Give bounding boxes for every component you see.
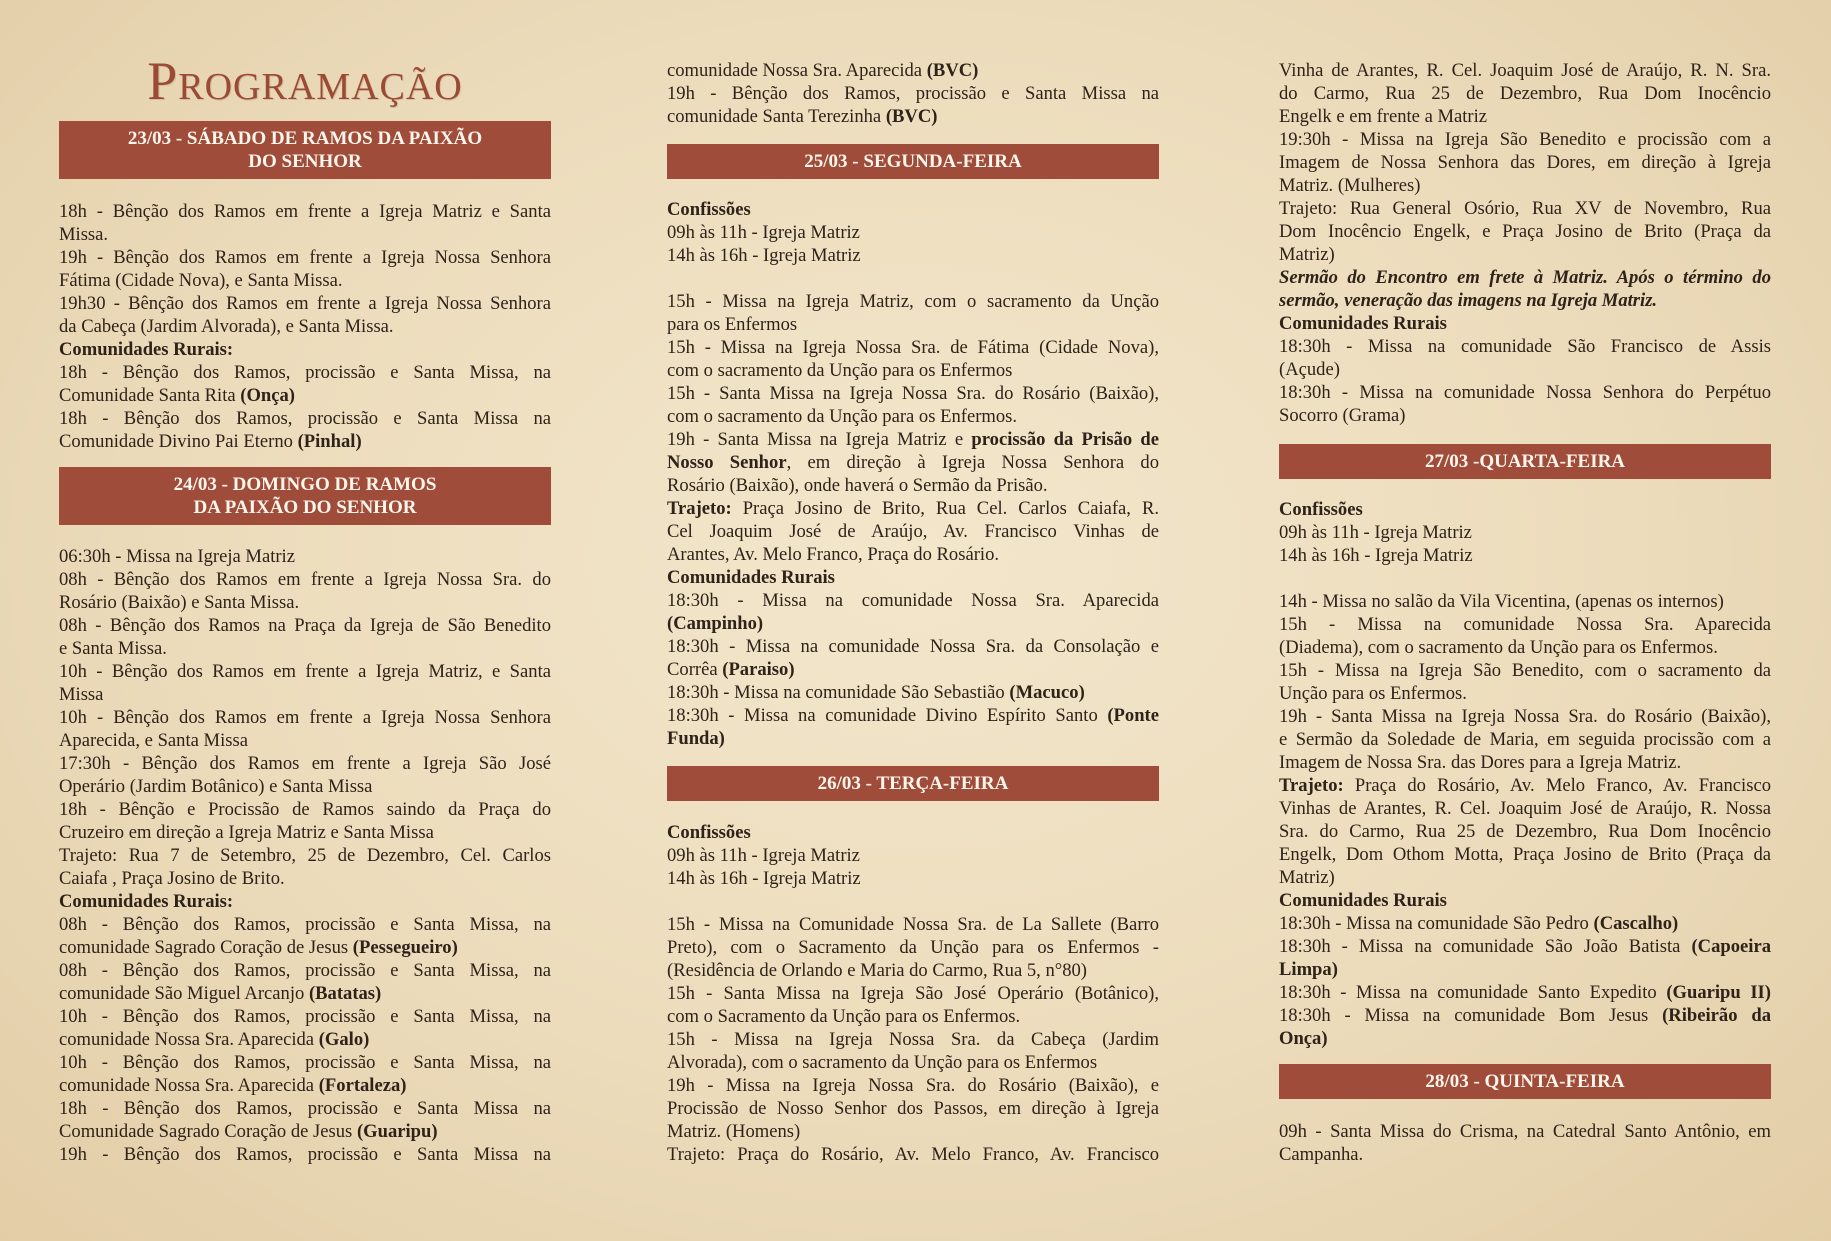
text-line-content: 08h - Bênção dos Ramos, procissão e Santa Missa, na [59, 960, 551, 981]
text-line [1279, 981, 1771, 1004]
text-line [667, 821, 1159, 844]
text-line [59, 361, 551, 384]
text-line-content: Matriz) [1279, 244, 1335, 265]
section-body-24-03 [59, 545, 551, 1166]
text-line-content: (Diadema), com o sacramento da Unção para os Enfermos. [1279, 637, 1718, 658]
bold-segment: (Macuco) [1009, 682, 1085, 703]
text-segment: , em direção à Igreja Nossa Senhora do [786, 452, 1159, 473]
text-line [1279, 1143, 1771, 1166]
text-line [59, 1120, 551, 1143]
text-line [59, 545, 551, 568]
text-line-content: 19:30h - Missa na Igreja São Benedito e procissão com a [1279, 129, 1771, 150]
text-line-content: 15h - Missa na Igreja Matriz, com o sacramento da Unção [667, 291, 1159, 312]
text-line [1279, 404, 1771, 427]
text-line [1279, 682, 1771, 705]
text-line [1279, 728, 1771, 751]
text-line-content: 09h às 11h - Igreja Matriz [1279, 522, 1472, 543]
text-segment: 18:30h - Missa na comunidade Santo Expedito [1279, 982, 1667, 1003]
section-body-26-03 [667, 821, 1159, 1166]
text-line-content: Preto), com o Sacramento da Unção para os Enfermos - [667, 937, 1159, 958]
text-line [667, 890, 1159, 913]
text-line [1279, 544, 1771, 567]
text-line [667, 198, 1159, 221]
text-line-content: 19h - Bênção dos Ramos, procissão e Santa Missa na [59, 1144, 551, 1165]
text-line-content: Operário (Jardim Botânico) e Santa Missa [59, 776, 373, 797]
bold-segment: Trajeto: [1279, 775, 1344, 796]
section-body-24-03-cont [667, 59, 1159, 128]
section-header-line: 25/03 - SEGUNDA-FEIRA [804, 151, 1022, 172]
text-line [59, 1143, 551, 1166]
text-line [59, 591, 551, 614]
section-header-line: 26/03 - TERÇA-FEIRA [817, 773, 1009, 794]
text-line [1279, 174, 1771, 197]
text-line-content: 18h - Bênção dos Ramos, procissão e Santa Missa, na [59, 362, 551, 383]
text-line [1279, 797, 1771, 820]
text-line-content: Confissões [667, 199, 751, 220]
text-line-content: com o sacramento da Unção para os Enfermos [667, 360, 1013, 381]
section-body-27-03 [1279, 498, 1771, 1050]
text-line [667, 612, 1159, 635]
section-header-25-03 [667, 144, 1159, 179]
text-line-content: Cruzeiro em direção a Igreja Matriz e Santa Missa [59, 822, 434, 843]
text-line-content: Trajeto: Praça do Rosário, Av. Melo Franco, Av. Francisco [667, 1144, 1159, 1165]
bold-segment: (Onça) [240, 385, 296, 406]
section-body-25-03 [667, 198, 1159, 750]
text-line-content: 09h às 11h - Igreja Matriz [667, 845, 860, 866]
section-header-line: 27/03 -QUARTA-FEIRA [1424, 451, 1626, 472]
text-line-content: Caiafa , Praça Josino de Brito. [59, 868, 285, 889]
text-line [1279, 889, 1771, 912]
text-segment: Corrêa [667, 659, 723, 680]
text-segment: comunidade São Miguel Arcanjo [59, 983, 309, 1004]
text-line [1279, 659, 1771, 682]
text-line [667, 105, 1159, 128]
text-line-content: Engelk e em frente a Matriz [1279, 106, 1488, 127]
text-line [1279, 774, 1771, 797]
text-line-content: 14h às 16h - Igreja Matriz [667, 245, 861, 266]
text-line-content: Socorro (Grama) [1279, 405, 1406, 426]
text-line-content: 10h - Bênção dos Ramos, procissão e Santa Missa, na [59, 1052, 551, 1073]
text-line [1279, 289, 1771, 312]
text-line [1279, 1120, 1771, 1143]
text-line [59, 269, 551, 292]
section-header-line: DA PAIXÃO DO SENHOR [193, 497, 417, 518]
text-line [1279, 312, 1771, 335]
text-line [1279, 335, 1771, 358]
text-line [667, 82, 1159, 105]
text-line [1279, 843, 1771, 866]
text-line-content: 18h - Bênção dos Ramos, procissão e Santa Missa na [59, 408, 551, 429]
text-line-content: 18:30h - Missa na comunidade Nossa Sra. Aparecida [667, 590, 1159, 611]
text-line [59, 706, 551, 729]
text-line-content: sermão, veneração das imagens na Igreja Matriz. [1279, 290, 1658, 311]
text-line [59, 775, 551, 798]
text-line [667, 936, 1159, 959]
text-line-content: do Carmo, Rua 25 de Dezembro, Rua Dom Inocêncio [1279, 83, 1771, 104]
section-header-28-03 [1279, 1064, 1771, 1099]
text-line [59, 798, 551, 821]
text-line-content: Comunidades Rurais [667, 567, 835, 588]
text-line [667, 543, 1159, 566]
text-line [1279, 912, 1771, 935]
bold-segment: Nosso Senhor [667, 452, 787, 473]
text-line-content: 19h - Missa na Igreja Nossa Sra. do Rosário (Baixão), e [667, 1075, 1159, 1096]
bold-segment: (Ribeirão da [1662, 1005, 1771, 1026]
section-body-28-03 [1279, 1120, 1771, 1166]
section-header-23-03 [59, 121, 551, 179]
bold-segment: (Capoeira [1691, 936, 1771, 957]
text-line [1279, 59, 1771, 82]
text-line-content: Comunidades Rurais [1279, 890, 1447, 911]
text-line [1279, 705, 1771, 728]
text-line [667, 336, 1159, 359]
text-line-content: 08h - Bênção dos Ramos na Praça da Igreja de São Benedito [59, 615, 551, 636]
text-line [667, 290, 1159, 313]
text-line-content: Limpa) [1279, 959, 1338, 980]
text-line-content: Aparecida, e Santa Missa [59, 730, 248, 751]
text-line [59, 890, 551, 913]
bold-segment: (Cascalho) [1593, 913, 1679, 934]
text-line-content: Comunidades Rurais: [59, 891, 234, 912]
bold-segment: (Guaripu II) [1666, 982, 1771, 1003]
bold-segment: (Galo) [318, 1029, 370, 1050]
text-line [1279, 243, 1771, 266]
text-segment: 19h - Santa Missa na Igreja Matriz e [667, 429, 972, 450]
text-line-content: com o sacramento da Unção para os Enfermos. [667, 406, 1018, 427]
text-line [1279, 358, 1771, 381]
text-line [1279, 82, 1771, 105]
text-line [667, 497, 1159, 520]
section-header-26-03 [667, 766, 1159, 801]
text-segment: 18:30h - Missa na comunidade São Sebastião [667, 682, 1010, 703]
text-line-content: 10h - Bênção dos Ramos em frente a Igreja Matriz, e Santa [59, 661, 551, 682]
text-line [667, 359, 1159, 382]
text-line-content: e Santa Missa. [59, 638, 167, 659]
text-line [667, 1120, 1159, 1143]
text-line [667, 704, 1159, 727]
text-line [1279, 567, 1771, 590]
text-line [59, 384, 551, 407]
text-line [667, 867, 1159, 890]
text-line [667, 313, 1159, 336]
text-line-content: 19h - Bênção dos Ramos em frente a Igreja Nossa Senhora [59, 247, 551, 268]
page-title: Programação [147, 51, 463, 111]
text-line [59, 1074, 551, 1097]
text-line [59, 200, 551, 223]
text-line [59, 729, 551, 752]
text-line-content: Sra. do Carmo, Rua 25 de Dezembro, Rua Dom Inocêncio [1279, 821, 1771, 842]
text-line [667, 1051, 1159, 1074]
text-line [1279, 266, 1771, 289]
text-line [667, 428, 1159, 451]
text-line [1279, 220, 1771, 243]
text-segment: Comunidade Santa Rita [59, 385, 241, 406]
bold-segment: (Paraiso) [722, 659, 795, 680]
text-line-content: Matriz. (Homens) [667, 1121, 801, 1142]
text-line-content: 19h - Santa Missa na Igreja Nossa Sra. do Rosário (Baixão), [1279, 706, 1771, 727]
text-line-content: Dom Inocêncio Engelk, e Praça Josino de Brito (Praça da [1279, 221, 1771, 242]
text-line [667, 267, 1159, 290]
text-line-content: Campanha. [1279, 1144, 1364, 1165]
text-line [667, 59, 1159, 82]
text-line-content: Trajeto: Rua General Osório, Rua XV de Novembro, Rua [1279, 198, 1771, 219]
text-line [667, 727, 1159, 750]
text-line [667, 244, 1159, 267]
text-line [1279, 105, 1771, 128]
text-line [1279, 820, 1771, 843]
text-line [59, 982, 551, 1005]
section-header-24-03 [59, 467, 551, 525]
text-line [667, 658, 1159, 681]
text-line-content: para os Enfermos [667, 314, 798, 335]
text-line-content: 10h - Bênção dos Ramos em frente a Igreja Nossa Senhora [59, 707, 551, 728]
bold-segment: procissão da Prisão de [971, 429, 1159, 450]
text-line-content: Fátima (Cidade Nova), e Santa Missa. [59, 270, 343, 291]
text-line [667, 982, 1159, 1005]
text-line-content: 18:30h - Missa na comunidade São Francisco de Assis [1279, 336, 1771, 357]
text-line-content: 18h - Bênção e Procissão de Ramos saindo da Praça do [59, 799, 551, 820]
text-line [59, 1097, 551, 1120]
text-line [667, 589, 1159, 612]
section-body-26-03-cont [1279, 59, 1771, 427]
text-segment: Praça Josino de Brito, Rua Cel. Carlos Caiafa, R. [731, 498, 1159, 519]
text-segment: 18:30h - Missa na comunidade São João Batista [1279, 936, 1692, 957]
text-line [59, 844, 551, 867]
text-line-content: Vinhas de Arantes, R. Cel. Joaquim José de Araújo, R. Nossa [1279, 798, 1771, 819]
text-line [59, 338, 551, 361]
text-line [667, 474, 1159, 497]
text-line-content: Sermão do Encontro em frete à Matriz. Após o término do [1279, 267, 1771, 288]
text-line [1279, 751, 1771, 774]
text-line-content: 14h - Missa no salão da Vila Vicentina, (apenas os internos) [1279, 591, 1724, 612]
text-line [1279, 151, 1771, 174]
text-line [1279, 866, 1771, 889]
text-line [667, 566, 1159, 589]
text-line [59, 660, 551, 683]
text-line-content: 15h - Missa na Igreja São Benedito, com o sacramento da [1279, 660, 1771, 681]
text-line [59, 867, 551, 890]
text-line-content: e Sermão da Soledade de Maria, em seguida procissão com a [1279, 729, 1771, 750]
bold-segment: Trajeto: [667, 498, 732, 519]
text-line [59, 1005, 551, 1028]
text-line-content: Procissão de Nosso Senhor dos Passos, em direção à Igreja [667, 1098, 1159, 1119]
text-line-content: 08h - Bênção dos Ramos em frente a Igreja Nossa Sra. do [59, 569, 551, 590]
bold-segment: (BVC) [926, 60, 979, 81]
text-line [1279, 636, 1771, 659]
text-line-content: 15h - Missa na Igreja Nossa Sra. de Fátima (Cidade Nova), [667, 337, 1159, 358]
text-line [667, 844, 1159, 867]
text-line [1279, 1027, 1771, 1050]
text-segment: Praça do Rosário, Av. Melo Franco, Av. Francisco [1343, 775, 1771, 796]
text-line [667, 1097, 1159, 1120]
text-line-content: da Cabeça (Jardim Alvorada), e Santa Missa. [59, 316, 394, 337]
text-line [1279, 197, 1771, 220]
text-line-content: 15h - Missa na comunidade Nossa Sra. Aparecida [1279, 614, 1771, 635]
text-line-content: 15h - Santa Missa na Igreja Nossa Sra. do Rosário (Baixão), [667, 383, 1159, 404]
text-segment: comunidade Nossa Sra. Aparecida [59, 1075, 319, 1096]
bold-segment: (Guaripu) [356, 1121, 438, 1142]
text-line [59, 683, 551, 706]
section-header-line: DO SENHOR [248, 151, 362, 172]
text-line [1279, 498, 1771, 521]
bold-segment: (Ponte [1107, 705, 1159, 726]
text-line [59, 223, 551, 246]
text-line [59, 936, 551, 959]
text-segment: Comunidade Sagrado Coração de Jesus [59, 1121, 357, 1142]
text-line [1279, 590, 1771, 613]
text-segment: comunidade Santa Terezinha [667, 106, 886, 127]
text-line [1279, 521, 1771, 544]
bold-segment: (Fortaleza) [318, 1075, 407, 1096]
text-line-content: Imagem de Nossa Sra. das Dores para a Igreja Matriz. [1279, 752, 1682, 773]
text-line-content: 14h às 16h - Igreja Matriz [667, 868, 861, 889]
text-line-content: 09h às 11h - Igreja Matriz [667, 222, 860, 243]
text-segment: 18:30h - Missa na comunidade São Pedro [1279, 913, 1594, 934]
text-line [59, 407, 551, 430]
section-header-line: 28/03 - QUINTA-FEIRA [1425, 1071, 1625, 1092]
text-line-content: Funda) [667, 728, 725, 749]
text-line [667, 635, 1159, 658]
text-line-content: Matriz. (Mulheres) [1279, 175, 1421, 196]
text-line [59, 430, 551, 453]
text-line [667, 1074, 1159, 1097]
text-line-content: Rosário (Baixão) e Santa Missa. [59, 592, 300, 613]
text-line-content: 14h às 16h - Igreja Matriz [1279, 545, 1473, 566]
text-line [59, 752, 551, 775]
text-line-content: Cel Joaquim José de Araújo, Av. Francisco Vinhas de [667, 521, 1159, 542]
text-line [667, 221, 1159, 244]
text-line [1279, 958, 1771, 981]
section-header-line: 24/03 - DOMINGO DE RAMOS [173, 474, 437, 495]
text-line [667, 1143, 1159, 1166]
text-line-content: com o Sacramento da Unção para os Enfermos. [667, 1006, 1021, 1027]
text-line [667, 451, 1159, 474]
text-line [59, 821, 551, 844]
text-line-content: Confissões [1279, 499, 1363, 520]
section-header-line: 23/03 - SÁBADO DE RAMOS DA PAIXÃO [127, 128, 483, 149]
text-line [59, 1028, 551, 1051]
text-line [667, 382, 1159, 405]
text-line-content: Confissões [667, 822, 751, 843]
section-body-23-03 [59, 200, 551, 453]
text-line-content: 15h - Santa Missa na Igreja São José Operário (Botânico), [667, 983, 1159, 1004]
text-line-content: Vinha de Arantes, R. Cel. Joaquim José de Araújo, R. N. Sra. [1279, 60, 1771, 81]
bold-segment: (Pinhal) [297, 431, 362, 452]
text-line [59, 292, 551, 315]
bold-segment: (Batatas) [308, 983, 382, 1004]
text-line [667, 681, 1159, 704]
text-line-content: Rosário (Baixão), onde haverá o Sermão da Prisão. [667, 475, 1048, 496]
text-line [59, 568, 551, 591]
text-segment: comunidade Nossa Sra. Aparecida [59, 1029, 319, 1050]
text-line-content: Matriz) [1279, 867, 1335, 888]
text-line-content: Comunidades Rurais [1279, 313, 1447, 334]
bold-segment: (BVC) [885, 106, 938, 127]
text-line [1279, 381, 1771, 404]
text-line [667, 520, 1159, 543]
text-line-content: 08h - Bênção dos Ramos, procissão e Santa Missa, na [59, 914, 551, 935]
text-line [59, 637, 551, 660]
text-line [1279, 128, 1771, 151]
text-line [1279, 1004, 1771, 1027]
text-line [59, 959, 551, 982]
text-line [59, 1051, 551, 1074]
text-line-content: 09h - Santa Missa do Crisma, na Catedral Santo Antônio, em [1279, 1121, 1771, 1142]
text-line-content: Missa [59, 684, 104, 705]
text-line-content: Missa. [59, 224, 109, 245]
text-segment: Comunidade Divino Pai Eterno [59, 431, 298, 452]
text-line-content: 18h - Bênção dos Ramos em frente a Igreja Matriz e Santa [59, 201, 551, 222]
text-line-content: Onça) [1279, 1028, 1328, 1049]
text-line [59, 614, 551, 637]
text-line-content: 18:30h - Missa na comunidade Nossa Senhora do Perpétuo [1279, 382, 1771, 403]
text-line-content: (Campinho) [667, 613, 764, 634]
text-line-content: 17:30h - Bênção dos Ramos em frente a Igreja São José [59, 753, 551, 774]
text-segment: comunidade Nossa Sra. Aparecida [667, 60, 927, 81]
text-line-content: 15h - Missa na Comunidade Nossa Sra. de La Sallete (Barro [667, 914, 1159, 935]
text-line-content: 06:30h - Missa na Igreja Matriz [59, 546, 295, 567]
text-line [667, 959, 1159, 982]
text-line [667, 405, 1159, 428]
text-line-content: 10h - Bênção dos Ramos, procissão e Santa Missa, na [59, 1006, 551, 1027]
text-line-content: Trajeto: Rua 7 de Setembro, 25 de Dezembro, Cel. Carlos [59, 845, 551, 866]
text-line-content: Engelk, Dom Othom Motta, Praça Josino de Brito (Praça da [1279, 844, 1771, 865]
text-line-content: 18:30h - Missa na comunidade Nossa Sra. da Consolação e [667, 636, 1159, 657]
text-segment: 18:30h - Missa na comunidade Divino Espírito Santo [667, 705, 1108, 726]
text-line-content: 18h - Bênção dos Ramos, procissão e Santa Missa na [59, 1098, 551, 1119]
text-line [667, 1028, 1159, 1051]
text-line-content: (Residência de Orlando e Maria do Carmo, Rua 5, n°80) [667, 960, 1087, 981]
text-line-content: (Açude) [1279, 359, 1340, 380]
text-line-content: Alvorada), com o sacramento da Unção para os Enfermos [667, 1052, 1098, 1073]
bold-segment: (Pessegueiro) [352, 937, 458, 958]
text-line-content: Comunidades Rurais: [59, 339, 234, 360]
text-line [667, 1005, 1159, 1028]
text-line-content: Imagem de Nossa Senhora das Dores, em direção à Igreja [1279, 152, 1771, 173]
text-segment: comunidade Sagrado Coração de Jesus [59, 937, 353, 958]
text-line [59, 246, 551, 269]
text-segment: 18:30h - Missa na comunidade Bom Jesus [1279, 1005, 1663, 1026]
text-line-content: 15h - Missa na Igreja Nossa Sra. da Cabeça (Jardim [667, 1029, 1159, 1050]
text-line-content: Arantes, Av. Melo Franco, Praça do Rosário. [667, 544, 1000, 565]
section-header-27-03 [1279, 444, 1771, 479]
text-line [1279, 613, 1771, 636]
text-line-content: Unção para os Enfermos. [1279, 683, 1467, 704]
text-line [667, 913, 1159, 936]
text-line [1279, 935, 1771, 958]
text-line [59, 913, 551, 936]
text-line-content: 19h30 - Bênção dos Ramos em frente a Igreja Nossa Senhora [59, 293, 551, 314]
text-line-content: 19h - Bênção dos Ramos, procissão e Santa Missa na [667, 83, 1159, 104]
text-line [59, 315, 551, 338]
